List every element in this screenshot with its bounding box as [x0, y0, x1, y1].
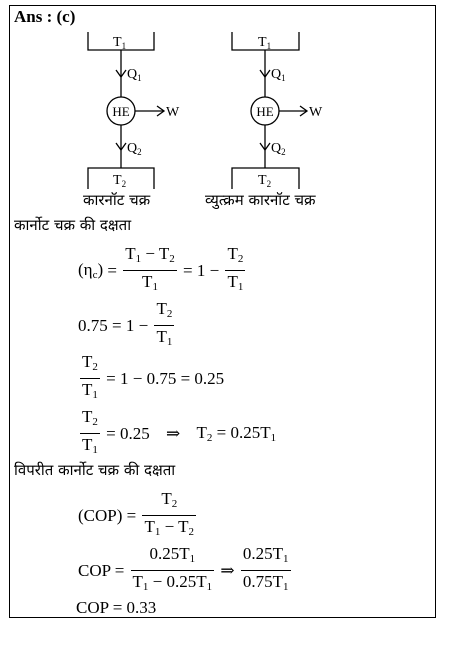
equation-rhs: = 1 − 0.75 = 0.25	[106, 368, 225, 388]
heat-out-label-right: $Q_2$	[271, 141, 286, 157]
fraction-t2-over-t1: $\frac{T_2}{T_1}$	[82, 352, 98, 401]
fraction-t2-over-t1: $\frac{T_2}{T_1}$	[156, 299, 173, 348]
heat-in-label-right: $Q_1$	[271, 67, 286, 83]
efficiency-equation	[78, 243, 247, 298]
implies-arrow: ⇒	[220, 560, 235, 580]
hot-reservoir-label-left: $T_1$	[113, 35, 127, 51]
fraction-t1-minus-t2-over-t1: $\frac{T_1 - T_2}{T_1}$	[125, 244, 175, 293]
work-label-right: W	[309, 105, 323, 120]
fraction-cop-simplified: $\frac{0.25T_1}{0.75T_1}$	[242, 544, 289, 593]
reverse-carnot-cycle-diagram	[232, 32, 323, 189]
carnot-diagram	[0, 0, 467, 215]
work-label-left: W	[166, 105, 180, 120]
fraction-t2-over-t1: $\frac{T_2}{T_1}$	[227, 244, 244, 293]
carnot-cycle-caption: कारनॉट चक्र	[83, 191, 151, 209]
equation-lhs: 0.75 = 1 −	[78, 315, 149, 335]
heat-in-label-left: $Q_1$	[127, 67, 142, 83]
carnot-cycle-diagram	[88, 32, 180, 189]
cop-lhs: COP =	[78, 560, 125, 580]
cop-final-value: COP = 0.33	[76, 598, 157, 617]
cop-lhs: (COP) =	[78, 505, 137, 525]
equation-ratio-0-25	[78, 351, 224, 406]
equation-t2-result	[78, 406, 276, 461]
implies-arrow: ⇒	[165, 423, 181, 443]
equation-rhs: = 0.25	[106, 423, 150, 443]
reverse-carnot-efficiency-heading: विपरीत कार्नोट चक्र की दक्षता	[14, 461, 176, 479]
equals-sign: =	[107, 260, 117, 280]
fraction-cop-substituted: $\frac{0.25T_1}{T_1 - 0.25T_1}$	[132, 544, 213, 593]
one-minus: = 1 −	[183, 260, 220, 280]
equation-0-75	[78, 298, 176, 353]
cold-reservoir-label-right: $T_2$	[258, 173, 272, 189]
fraction-t2-over-t1-minus-t2: $\frac{T_2}{T_1 - T_2}$	[144, 489, 195, 538]
cold-reservoir-label-left: $T_2$	[113, 173, 127, 189]
t2-result: $T_2 = 0.25T_1$	[196, 423, 277, 444]
cop-equation	[78, 488, 198, 543]
reverse-carnot-cycle-caption: व्युत्क्रम कारनॉट चक्र	[205, 191, 316, 209]
heat-engine-label-left: HE	[112, 104, 130, 119]
answer-label: Ans : (c)	[14, 7, 76, 26]
carnot-efficiency-heading: कार्नोट चक्र की दक्षता	[14, 216, 132, 234]
heat-engine-label-right: HE	[256, 104, 274, 119]
hot-reservoir-label-right: $T_1$	[258, 35, 272, 51]
cop-substitution-equation	[78, 543, 293, 598]
heat-out-label-left: $Q_2$	[127, 141, 142, 157]
fraction-t2-over-t1: $\frac{T_2}{T_1}$	[82, 407, 98, 456]
eta-term: $(\eta_c)$	[78, 260, 104, 281]
